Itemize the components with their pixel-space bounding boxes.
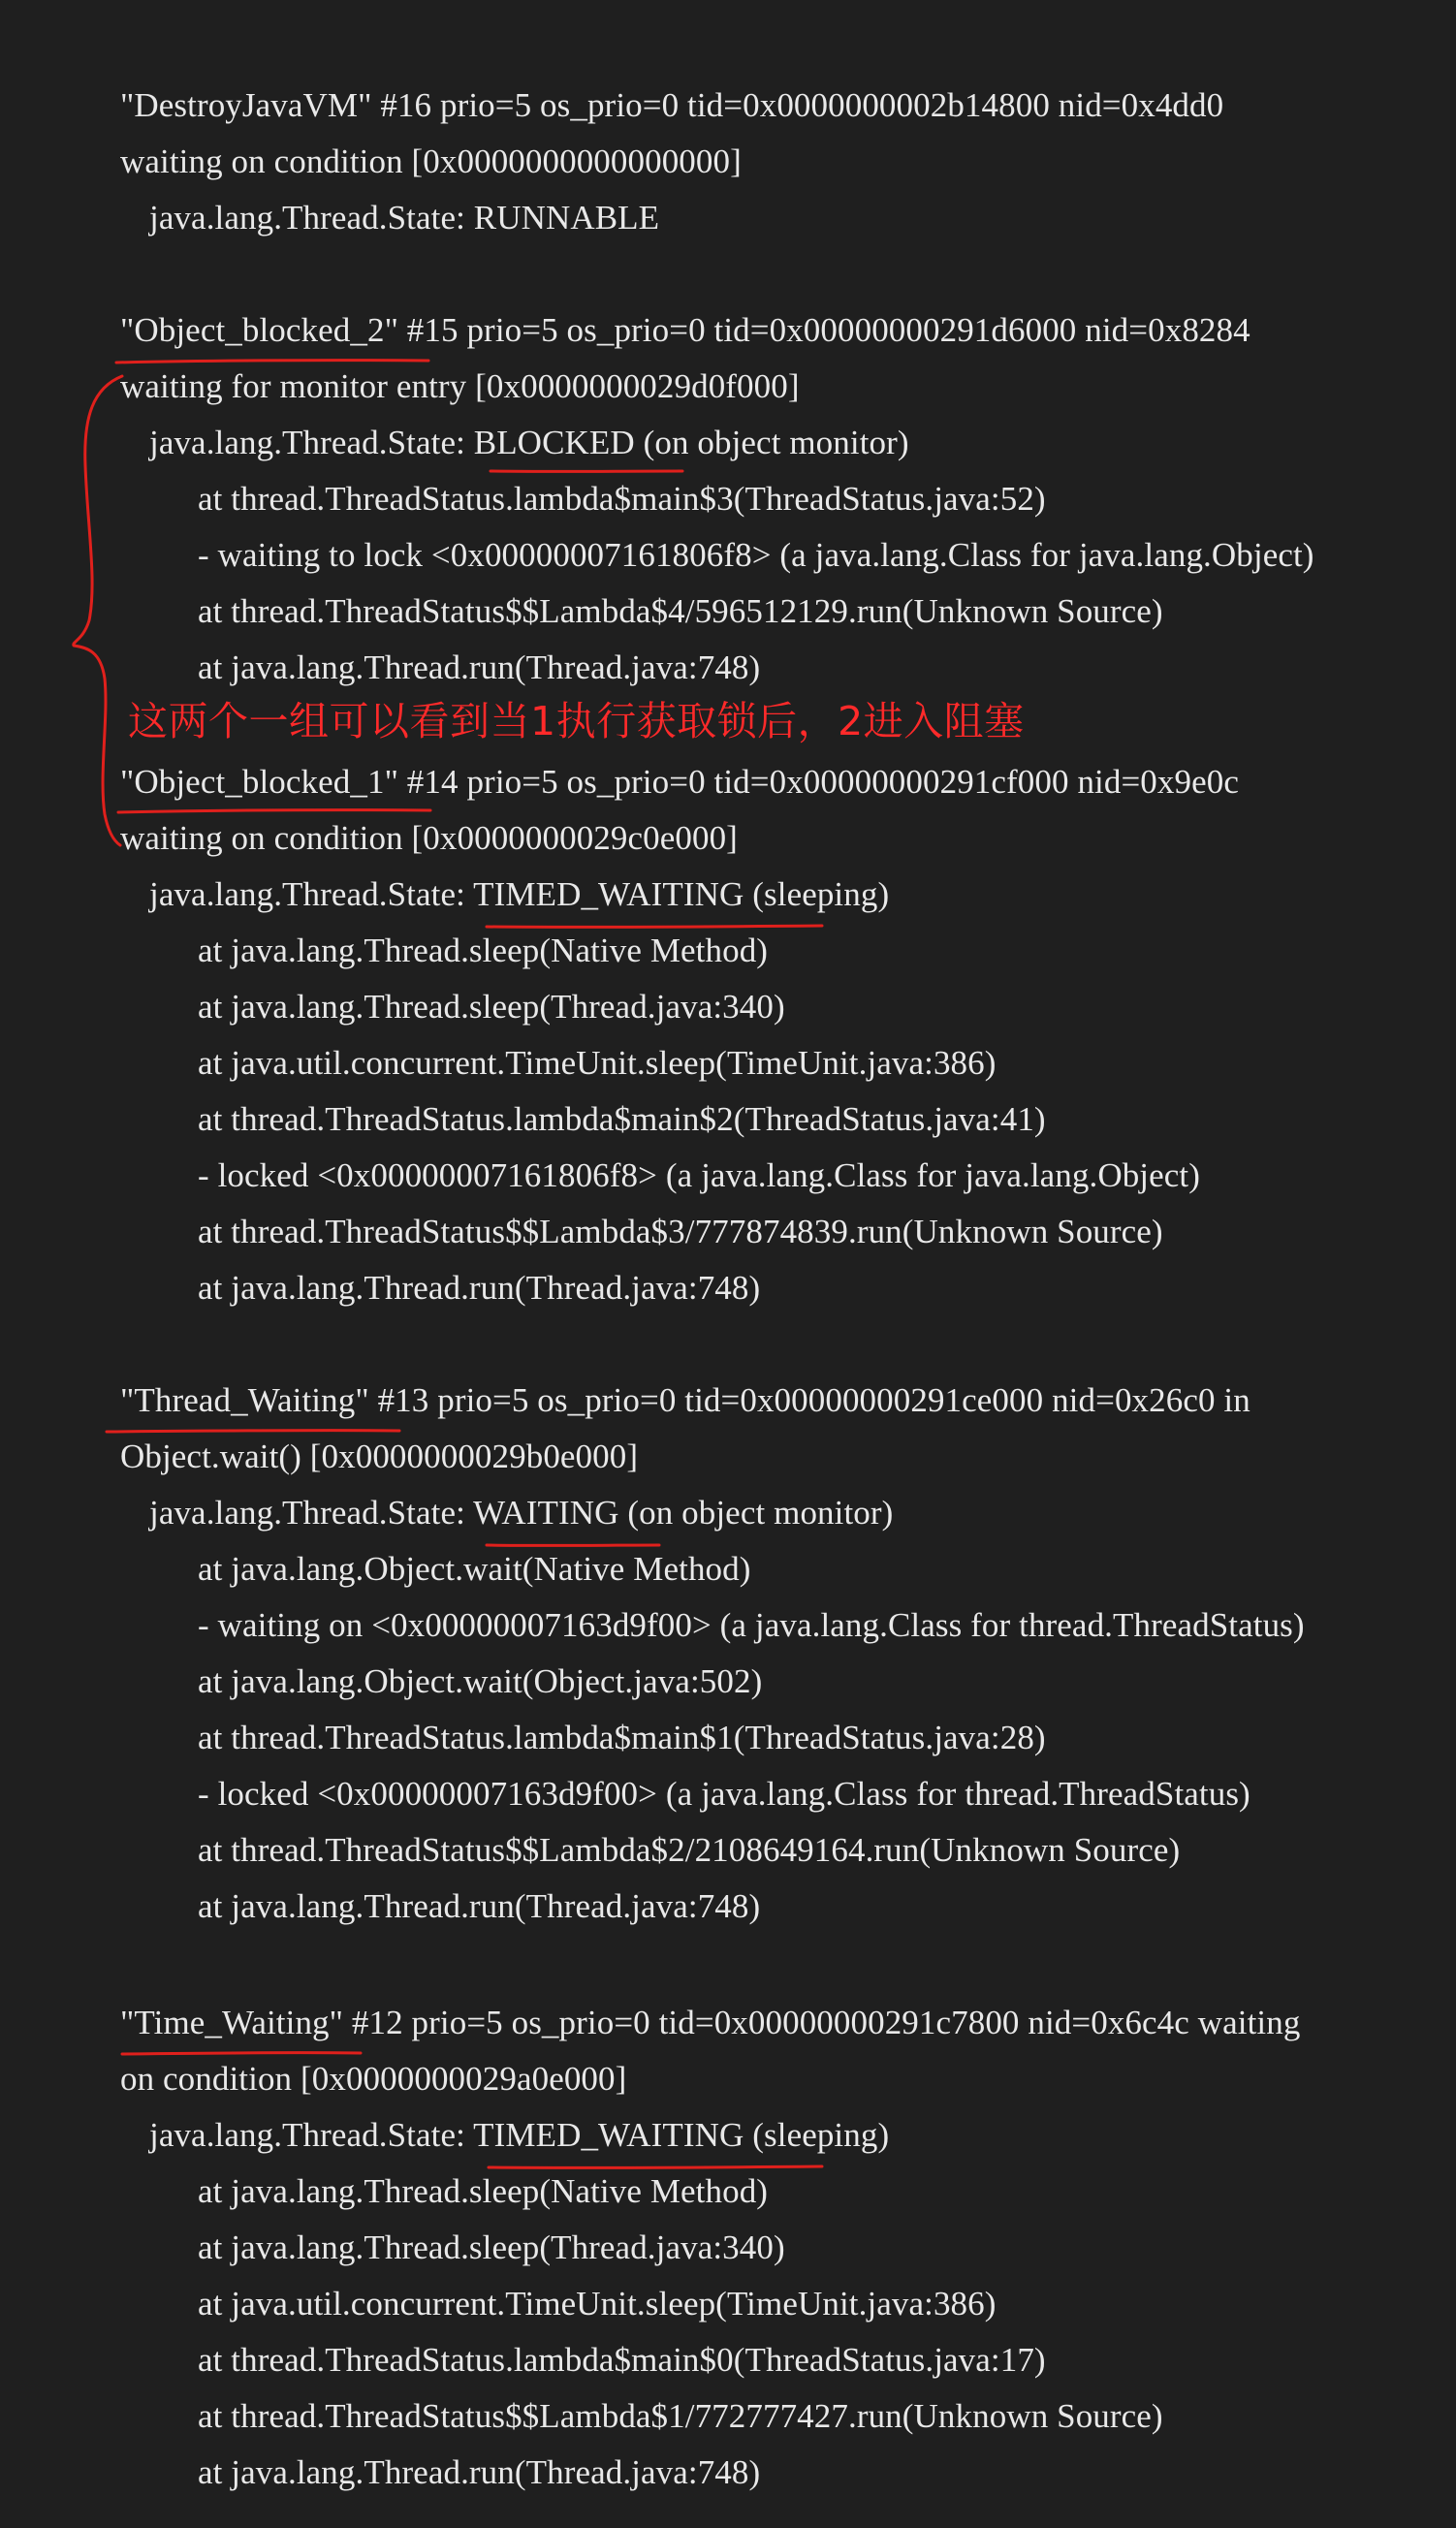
underline-timed-waiting-2 [489,2166,822,2167]
stack-frame: - locked <0x00000007163d9f00> (a java.lang.Class for thread.ThreadStatus) [198,1775,1250,1813]
stack-frame: at java.lang.Thread.run(Thread.java:748) [198,1269,761,1307]
stack-frame: at thread.ThreadStatus.lambda$main$1(ThreadStatus.java:28) [198,1719,1046,1756]
thread-state-object-blocked-2: java.lang.Thread.State: BLOCKED (on object monitor) [149,424,909,461]
stack-frame: at java.lang.Thread.sleep(Thread.java:340) [198,988,785,1026]
stack-frame: at thread.ThreadStatus$$Lambda$3/777874839.run(Unknown Source) [198,1213,1163,1250]
stack-frame: - waiting on <0x00000007163d9f00> (a java.lang.Class for thread.ThreadStatus) [198,1606,1305,1644]
stack-frame: at java.lang.Object.wait(Object.java:502) [198,1662,763,1700]
stack-frame: at java.lang.Thread.run(Thread.java:748) [198,648,761,686]
thread-condition-time-waiting: on condition [0x0000000029a0e000] [120,2060,627,2098]
stack-frame: at java.lang.Object.wait(Native Method) [198,1550,751,1588]
thread-condition-destroyjavavm: waiting on condition [0x0000000000000000] [120,142,742,180]
stack-frame: at thread.ThreadStatus.lambda$main$0(ThreadStatus.java:17) [198,2341,1046,2379]
underline-object-blocked-2 [116,361,428,363]
grouping-brace [74,376,122,845]
thread-state-time-waiting: java.lang.Thread.State: TIMED_WAITING (sleeping) [149,2116,890,2154]
stack-frame: - waiting to lock <0x00000007161806f8> (a java.lang.Class for java.lang.Object) [198,536,1314,574]
stack-frame: at java.util.concurrent.TimeUnit.sleep(TimeUnit.java:386) [198,2285,997,2323]
thread-header-destroyjavavm: "DestroyJavaVM" #16 prio=5 os_prio=0 tid=0x0000000002b14800 nid=0x4dd0 [120,86,1224,124]
thread-header-time-waiting: "Time_Waiting" #12 prio=5 os_prio=0 tid=0x00000000291c7800 nid=0x6c4c waiting [120,2004,1301,2041]
thread-state-destroyjavavm: java.lang.Thread.State: RUNNABLE [149,199,660,237]
stack-frame: at java.lang.Thread.sleep(Thread.java:340) [198,2228,785,2266]
stack-frame: at java.lang.Thread.sleep(Native Method) [198,932,769,969]
thread-header-object-blocked-2: "Object_blocked_2" #15 prio=5 os_prio=0 tid=0x00000000291d6000 nid=0x8284 [120,311,1250,349]
stack-frame: at thread.ThreadStatus$$Lambda$2/2108649164.run(Unknown Source) [198,1831,1181,1869]
underline-time-waiting [122,2053,361,2054]
thread-header-thread-waiting: "Thread_Waiting" #13 prio=5 os_prio=0 tid=0x00000000291ce000 nid=0x26c0 in [120,1381,1250,1419]
stack-frame: at thread.ThreadStatus$$Lambda$1/772777427.run(Unknown Source) [198,2397,1163,2435]
thread-state-thread-waiting: java.lang.Thread.State: WAITING (on object monitor) [149,1494,894,1532]
thread-header-object-blocked-1: "Object_blocked_1" #14 prio=5 os_prio=0 tid=0x00000000291cf000 nid=0x9e0c [120,763,1239,801]
underline-timed-waiting-1 [487,926,822,927]
stack-frame: at thread.ThreadStatus.lambda$main$3(ThreadStatus.java:52) [198,480,1046,518]
stack-frame: at java.lang.Thread.sleep(Native Method) [198,2172,769,2210]
thread-condition-object-blocked-2: waiting for monitor entry [0x0000000029d0f000] [120,367,800,405]
stack-frame: at java.lang.Thread.run(Thread.java:748) [198,1887,761,1925]
stack-frame: at java.lang.Thread.run(Thread.java:748) [198,2453,761,2491]
stack-frame: at thread.ThreadStatus.lambda$main$2(ThreadStatus.java:41) [198,1100,1046,1138]
stack-frame: - locked <0x00000007161806f8> (a java.lang.Class for java.lang.Object) [198,1156,1200,1194]
stack-frame: at java.util.concurrent.TimeUnit.sleep(TimeUnit.java:386) [198,1044,997,1082]
thread-condition-thread-waiting: Object.wait() [0x0000000029b0e000] [120,1438,639,1475]
underline-thread-waiting [107,1431,399,1432]
annotation-note: 这两个一组可以看到当1执行获取锁后，2进入阻塞 [128,698,1025,744]
stack-frame: at thread.ThreadStatus$$Lambda$4/596512129.run(Unknown Source) [198,592,1163,630]
underline-object-blocked-1 [118,810,430,812]
thread-state-object-blocked-1: java.lang.Thread.State: TIMED_WAITING (sleeping) [149,875,890,913]
thread-condition-object-blocked-1: waiting on condition [0x0000000029c0e000] [120,819,738,857]
